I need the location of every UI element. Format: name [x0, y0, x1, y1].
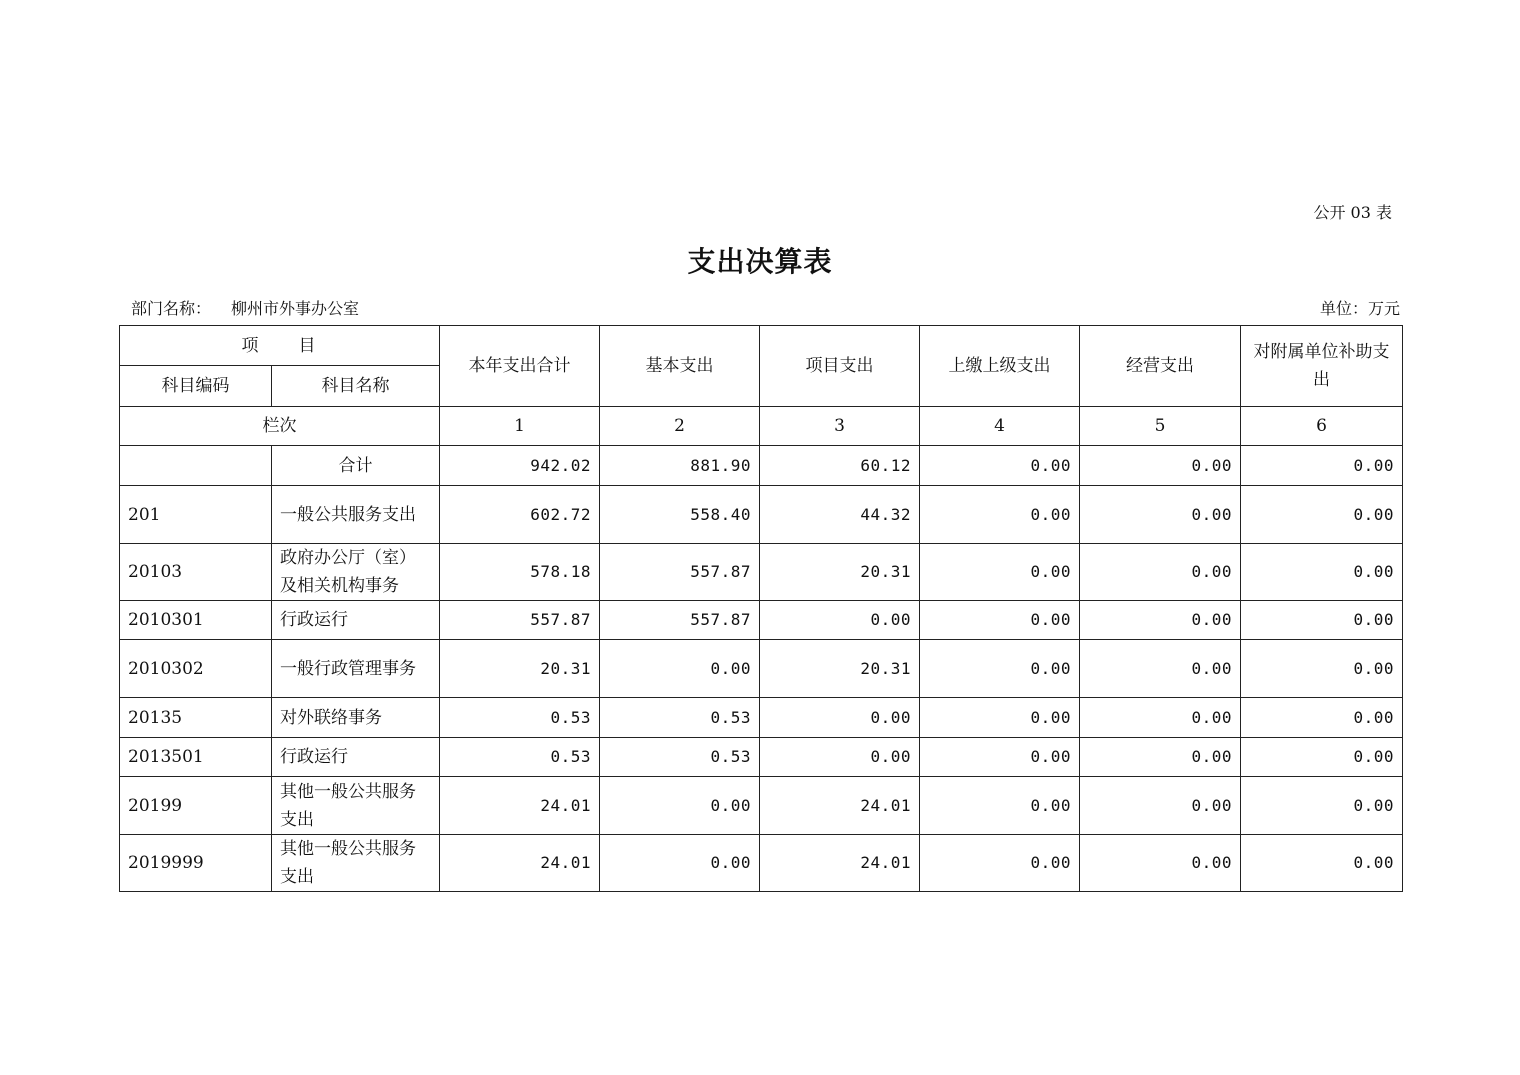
value-business: 0.00: [1080, 698, 1241, 738]
value-upper: 0.00: [920, 544, 1080, 601]
value-basic: 557.87: [600, 544, 760, 601]
subject-code: 2019999: [120, 835, 272, 892]
value-subsidy: 0.00: [1241, 544, 1403, 601]
table-row: [120, 698, 1403, 738]
table-row: [120, 640, 1403, 698]
department-label: 部门名称：: [131, 299, 212, 318]
subject-name: 对外联络事务: [272, 698, 440, 738]
value-subsidy: 0.00: [1241, 738, 1403, 777]
value-total: 602.72: [440, 486, 600, 544]
column-number: 4: [920, 407, 1080, 446]
value-total: 0.53: [440, 738, 600, 777]
value-project: 20.31: [760, 640, 920, 698]
value-basic: 557.87: [600, 601, 760, 640]
value-subsidy: 0.00: [1241, 777, 1403, 835]
value-business: 0.00: [1080, 601, 1241, 640]
subject-code: 2010302: [120, 640, 272, 698]
value-total: 0.53: [440, 698, 600, 738]
form-number: 公开 03 表: [1313, 203, 1392, 222]
table-row: [120, 777, 1403, 835]
subject-code: 20103: [120, 544, 272, 601]
value-total: 557.87: [440, 601, 600, 640]
value-basic: 881.90: [600, 446, 760, 486]
value-upper: 0.00: [920, 601, 1080, 640]
value-upper: 0.00: [920, 835, 1080, 892]
table-row: [120, 835, 1403, 892]
value-basic: 558.40: [600, 486, 760, 544]
subject-name: 合计: [272, 446, 440, 486]
table-row: [120, 601, 1403, 640]
subject-code: 2013501: [120, 738, 272, 777]
subject-code: 20135: [120, 698, 272, 738]
subject-code: 2010301: [120, 601, 272, 640]
subject-name: 一般行政管理事务: [272, 640, 440, 698]
column-number: 6: [1241, 407, 1403, 446]
subject-code: 201: [120, 486, 272, 544]
table-row: [120, 738, 1403, 777]
header-business: 经营支出: [1080, 326, 1241, 407]
header-subsidy: 对附属单位补助支出: [1241, 326, 1403, 407]
column-number: 3: [760, 407, 920, 446]
value-basic: 0.00: [600, 640, 760, 698]
table-row: [120, 544, 1403, 601]
value-upper: 0.00: [920, 698, 1080, 738]
subject-name: 政府办公厅（室）及相关机构事务: [272, 544, 440, 601]
value-total: 24.01: [440, 835, 600, 892]
value-subsidy: 0.00: [1241, 601, 1403, 640]
value-subsidy: 0.00: [1241, 835, 1403, 892]
value-subsidy: 0.00: [1241, 698, 1403, 738]
value-project: 0.00: [760, 601, 920, 640]
value-total: 578.18: [440, 544, 600, 601]
department-name: 柳州市外事办公室: [231, 299, 360, 318]
header-upper-payment: 上缴上级支出: [920, 326, 1080, 407]
header-total: 本年支出合计: [440, 326, 600, 407]
value-business: 0.00: [1080, 777, 1241, 835]
expenditure-table: [119, 325, 1403, 892]
value-project: 24.01: [760, 835, 920, 892]
value-business: 0.00: [1080, 486, 1241, 544]
subject-name: 一般公共服务支出: [272, 486, 440, 544]
table-row: [120, 486, 1403, 544]
value-basic: 0.53: [600, 738, 760, 777]
value-basic: 0.53: [600, 698, 760, 738]
column-number: 1: [440, 407, 600, 446]
subject-name: 其他一般公共服务支出: [272, 777, 440, 835]
value-business: 0.00: [1080, 835, 1241, 892]
value-project: 0.00: [760, 698, 920, 738]
value-project: 20.31: [760, 544, 920, 601]
value-basic: 0.00: [600, 777, 760, 835]
value-basic: 0.00: [600, 835, 760, 892]
header-project: 项 目: [120, 326, 440, 366]
header-code: 科目编码: [120, 366, 272, 407]
value-business: 0.00: [1080, 446, 1241, 486]
value-project: 60.12: [760, 446, 920, 486]
value-project: 24.01: [760, 777, 920, 835]
unit-label: 单位：万元: [1319, 299, 1400, 318]
value-subsidy: 0.00: [1241, 486, 1403, 544]
value-total: 24.01: [440, 777, 600, 835]
subject-name: 行政运行: [272, 738, 440, 777]
header-column-index: 栏次: [120, 407, 440, 446]
value-subsidy: 0.00: [1241, 640, 1403, 698]
header-name: 科目名称: [272, 366, 440, 407]
value-total: 20.31: [440, 640, 600, 698]
column-number: 2: [600, 407, 760, 446]
value-upper: 0.00: [920, 486, 1080, 544]
page-title: 支出决算表: [687, 245, 833, 278]
subject-name: 行政运行: [272, 601, 440, 640]
value-project: 44.32: [760, 486, 920, 544]
subject-code: 20199: [120, 777, 272, 835]
department-line: [131, 296, 359, 319]
value-upper: 0.00: [920, 738, 1080, 777]
column-number: 5: [1080, 407, 1241, 446]
header-project-expense: 项目支出: [760, 326, 920, 407]
value-upper: 0.00: [920, 446, 1080, 486]
value-upper: 0.00: [920, 640, 1080, 698]
value-project: 0.00: [760, 738, 920, 777]
value-total: 942.02: [440, 446, 600, 486]
value-upper: 0.00: [920, 777, 1080, 835]
subject-name: 其他一般公共服务支出: [272, 835, 440, 892]
value-business: 0.00: [1080, 738, 1241, 777]
value-subsidy: 0.00: [1241, 446, 1403, 486]
subject-code: [120, 446, 272, 486]
table-row-total: [120, 446, 1403, 486]
value-business: 0.00: [1080, 544, 1241, 601]
value-business: 0.00: [1080, 640, 1241, 698]
header-basic: 基本支出: [600, 326, 760, 407]
